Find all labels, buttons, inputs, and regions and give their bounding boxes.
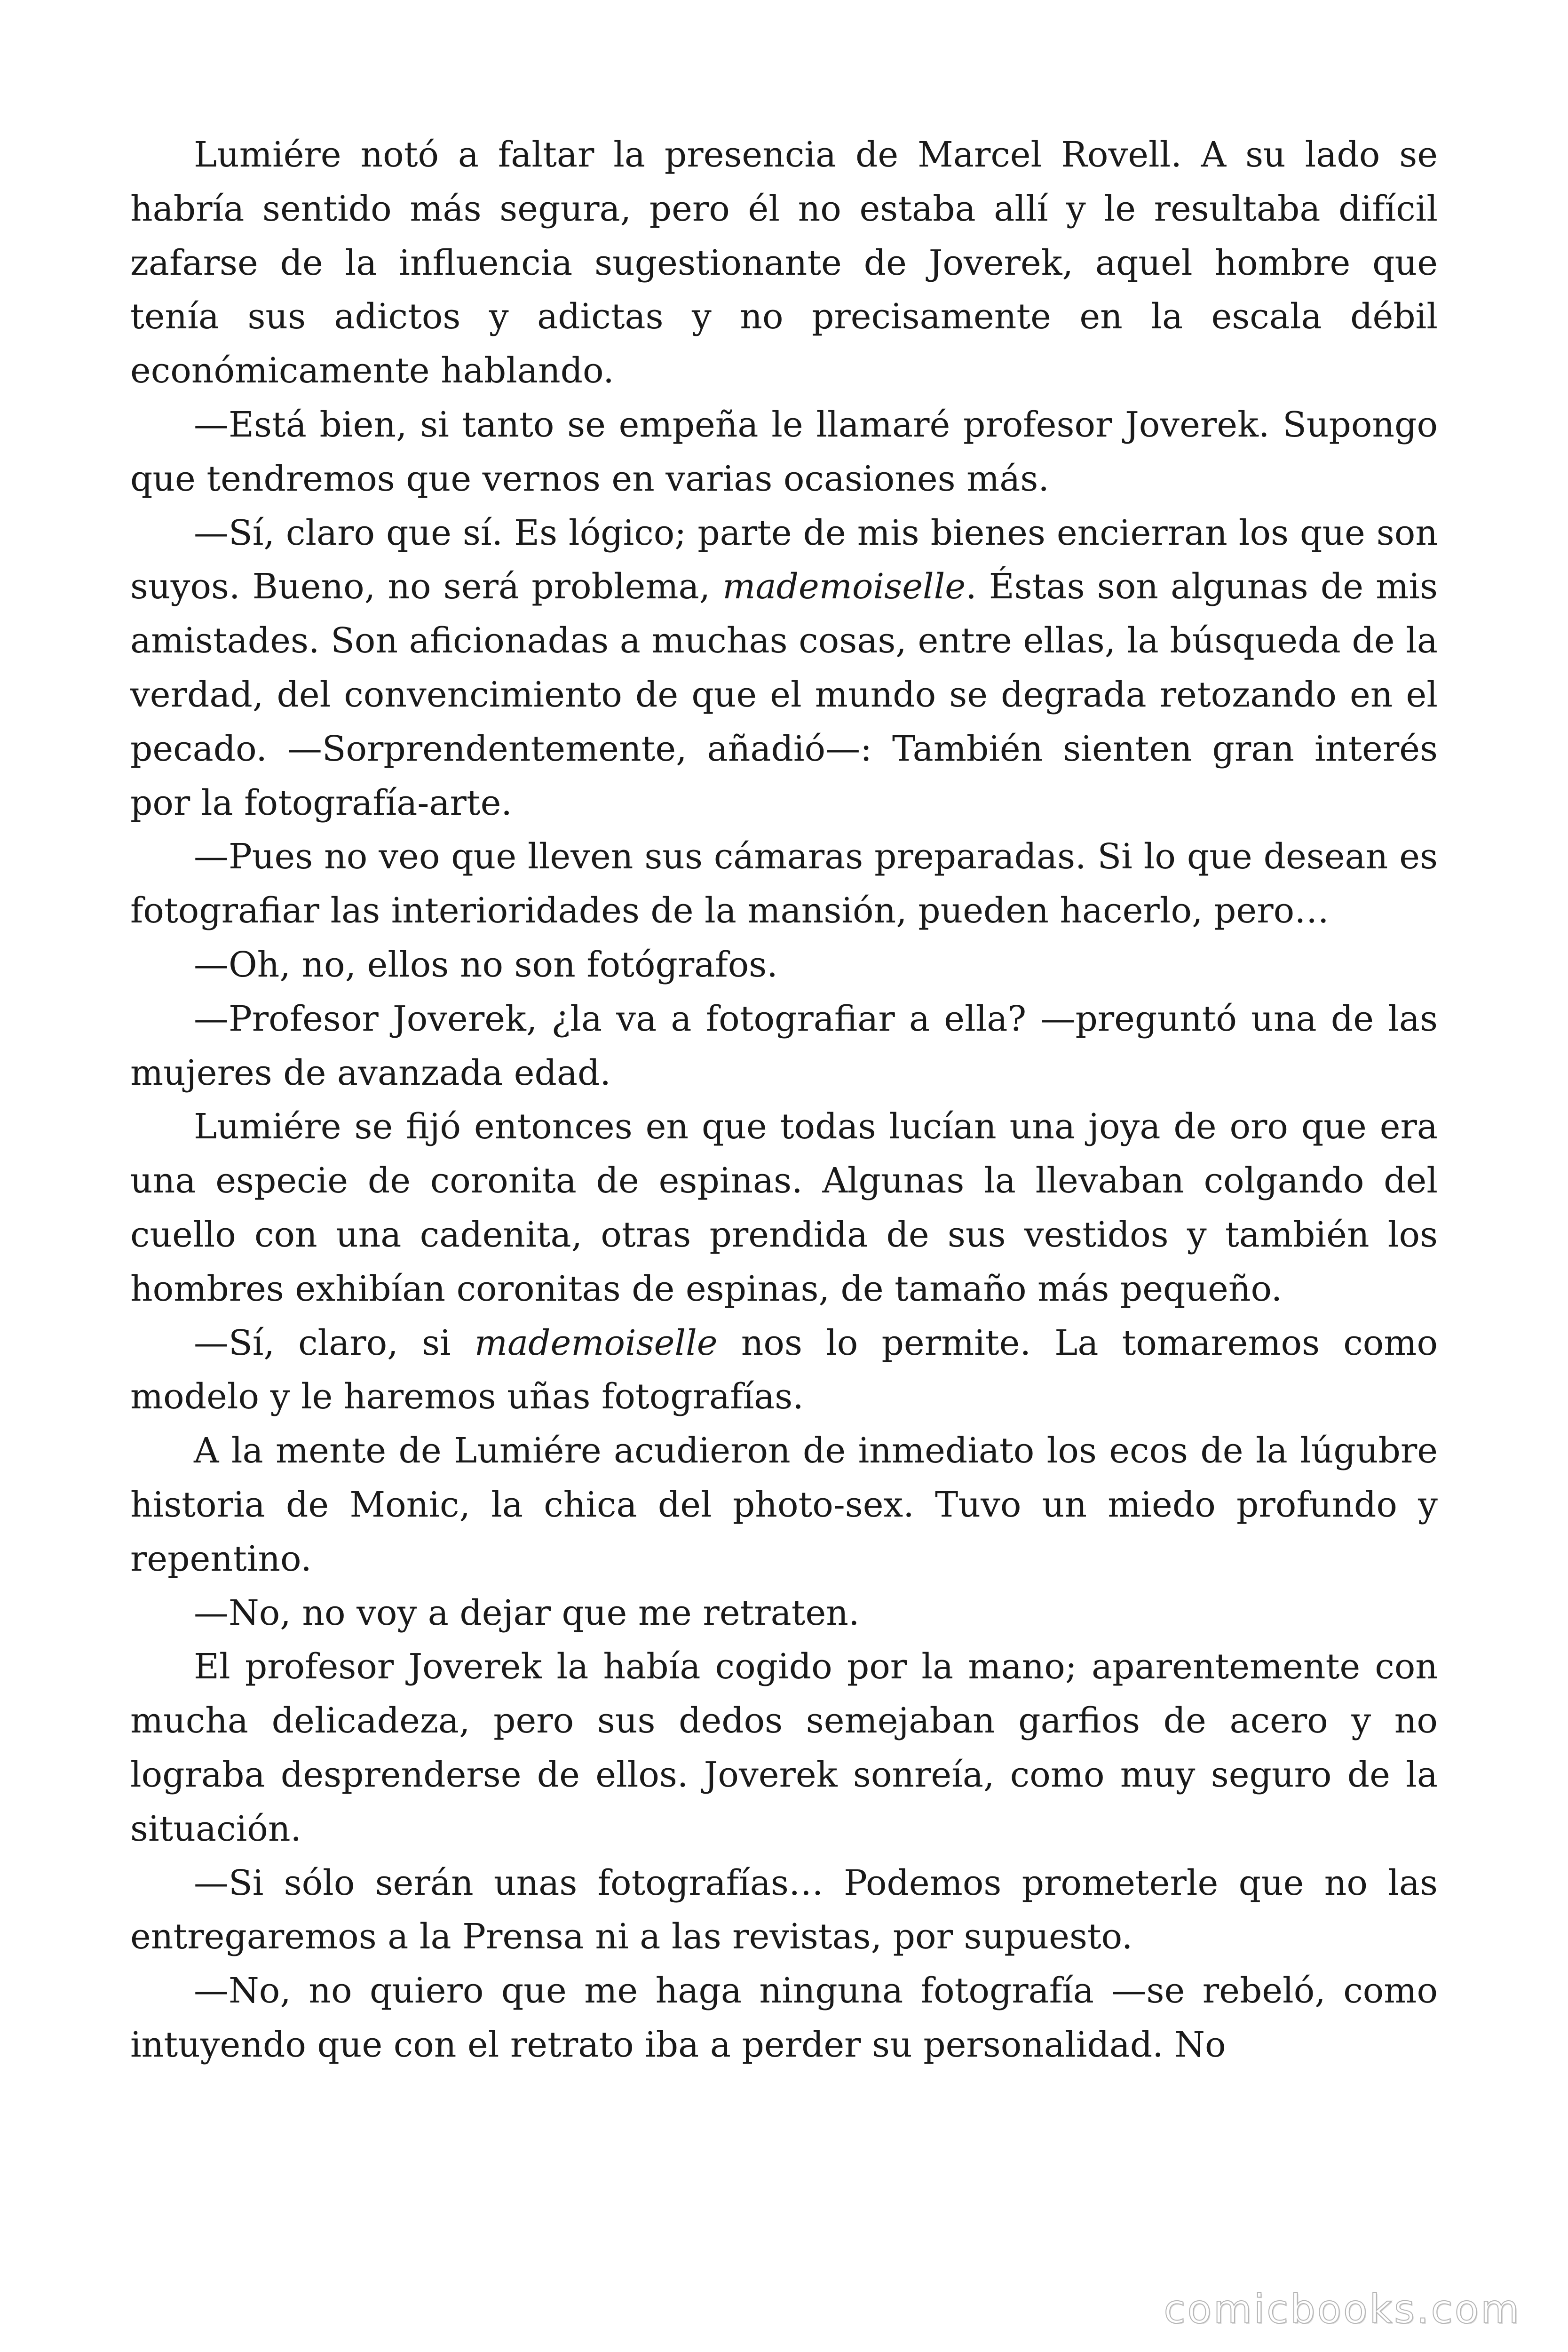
paragraph: Lumiére se fijó entonces en que todas lucían una joya de oro que era una especie de coronita de espinas. Algunas la llevaban colgando del cuello con una cadenita, otras prendida de sus vestidos y también los hombres exhibían coronitas de espinas, de tamaño más pequeño.: [130, 1106, 1438, 1309]
paragraph: —Está bien, si tanto se empeña le llamaré profesor Joverek. Supongo que tendremos que vernos en varias ocasiones más.: [130, 404, 1438, 499]
paragraph: Lumiére notó a faltar la presencia de Marcel Rovell. A su lado se habría sentido más segura, pero él no estaba allí y le resultaba difícil zafarse de la influencia sugestionante de Joverek, aquel hombre que tenía sus adictos y adictas y no precisamente en la escala débil económicamente hablando.: [130, 135, 1438, 391]
body-text: [130, 128, 1438, 2072]
paragraph: —No, no quiero que me haga ninguna fotografía —se rebeló, como intuyendo que con el retrato iba a perder su personalidad. No: [130, 1971, 1438, 2065]
italic-word: mademoiselle: [722, 566, 966, 607]
paragraph: —No, no voy a dejar que me retraten.: [194, 1592, 860, 1633]
paragraph: El profesor Joverek la había cogido por la mano; aparentemente con mucha delicadeza, pero sus dedos semejaban garfios de acero y no lograba desprenderse de ellos. Joverek sonreía, como muy seguro de la situación.: [130, 1646, 1438, 1849]
italic-word: mademoiselle: [474, 1322, 718, 1363]
paragraph: —Profesor Joverek, ¿la va a fotografiar a ella? —preguntó una de las mujeres de avanzada edad.: [130, 998, 1438, 1093]
paragraph: —Oh, no, ellos no son fotógrafos.: [194, 944, 778, 985]
paragraph: —Si sólo serán unas fotografías… Podemos prometerle que no las entregaremos a la Prensa ni a las revistas, por supuesto.: [130, 1862, 1438, 1957]
paragraph: —Sí, claro, si mademoiselle nos lo permite. La tomaremos como modelo y le haremos uñas fotografías.: [130, 1322, 1438, 1417]
paragraph: A la mente de Lumiére acudieron de inmediato los ecos de la lúgubre historia de Monic, la chica del photo-sex. Tuvo un miedo profundo y repentino.: [130, 1430, 1438, 1579]
paragraph: —Sí, claro que sí. Es lógico; parte de mis bienes encierran los que son suyos. Bueno, no será problema, mademoiselle. Éstas son algunas de mis amistades. Son aficionadas a muchas cosas, entre ellas, la búsqueda de la verdad, del convencimiento de que el mundo se degrada retozando en el pecado. —Sorprendentemente, añadió—: También sienten gran interés por la fotografía-arte.: [130, 512, 1438, 823]
watermark: comicbooks.com: [1164, 2286, 1521, 2332]
paragraph: —Pues no veo que lleven sus cámaras preparadas. Si lo que desean es fotografiar las interioridades de la mansión, pueden hacerlo, pero…: [130, 836, 1438, 931]
